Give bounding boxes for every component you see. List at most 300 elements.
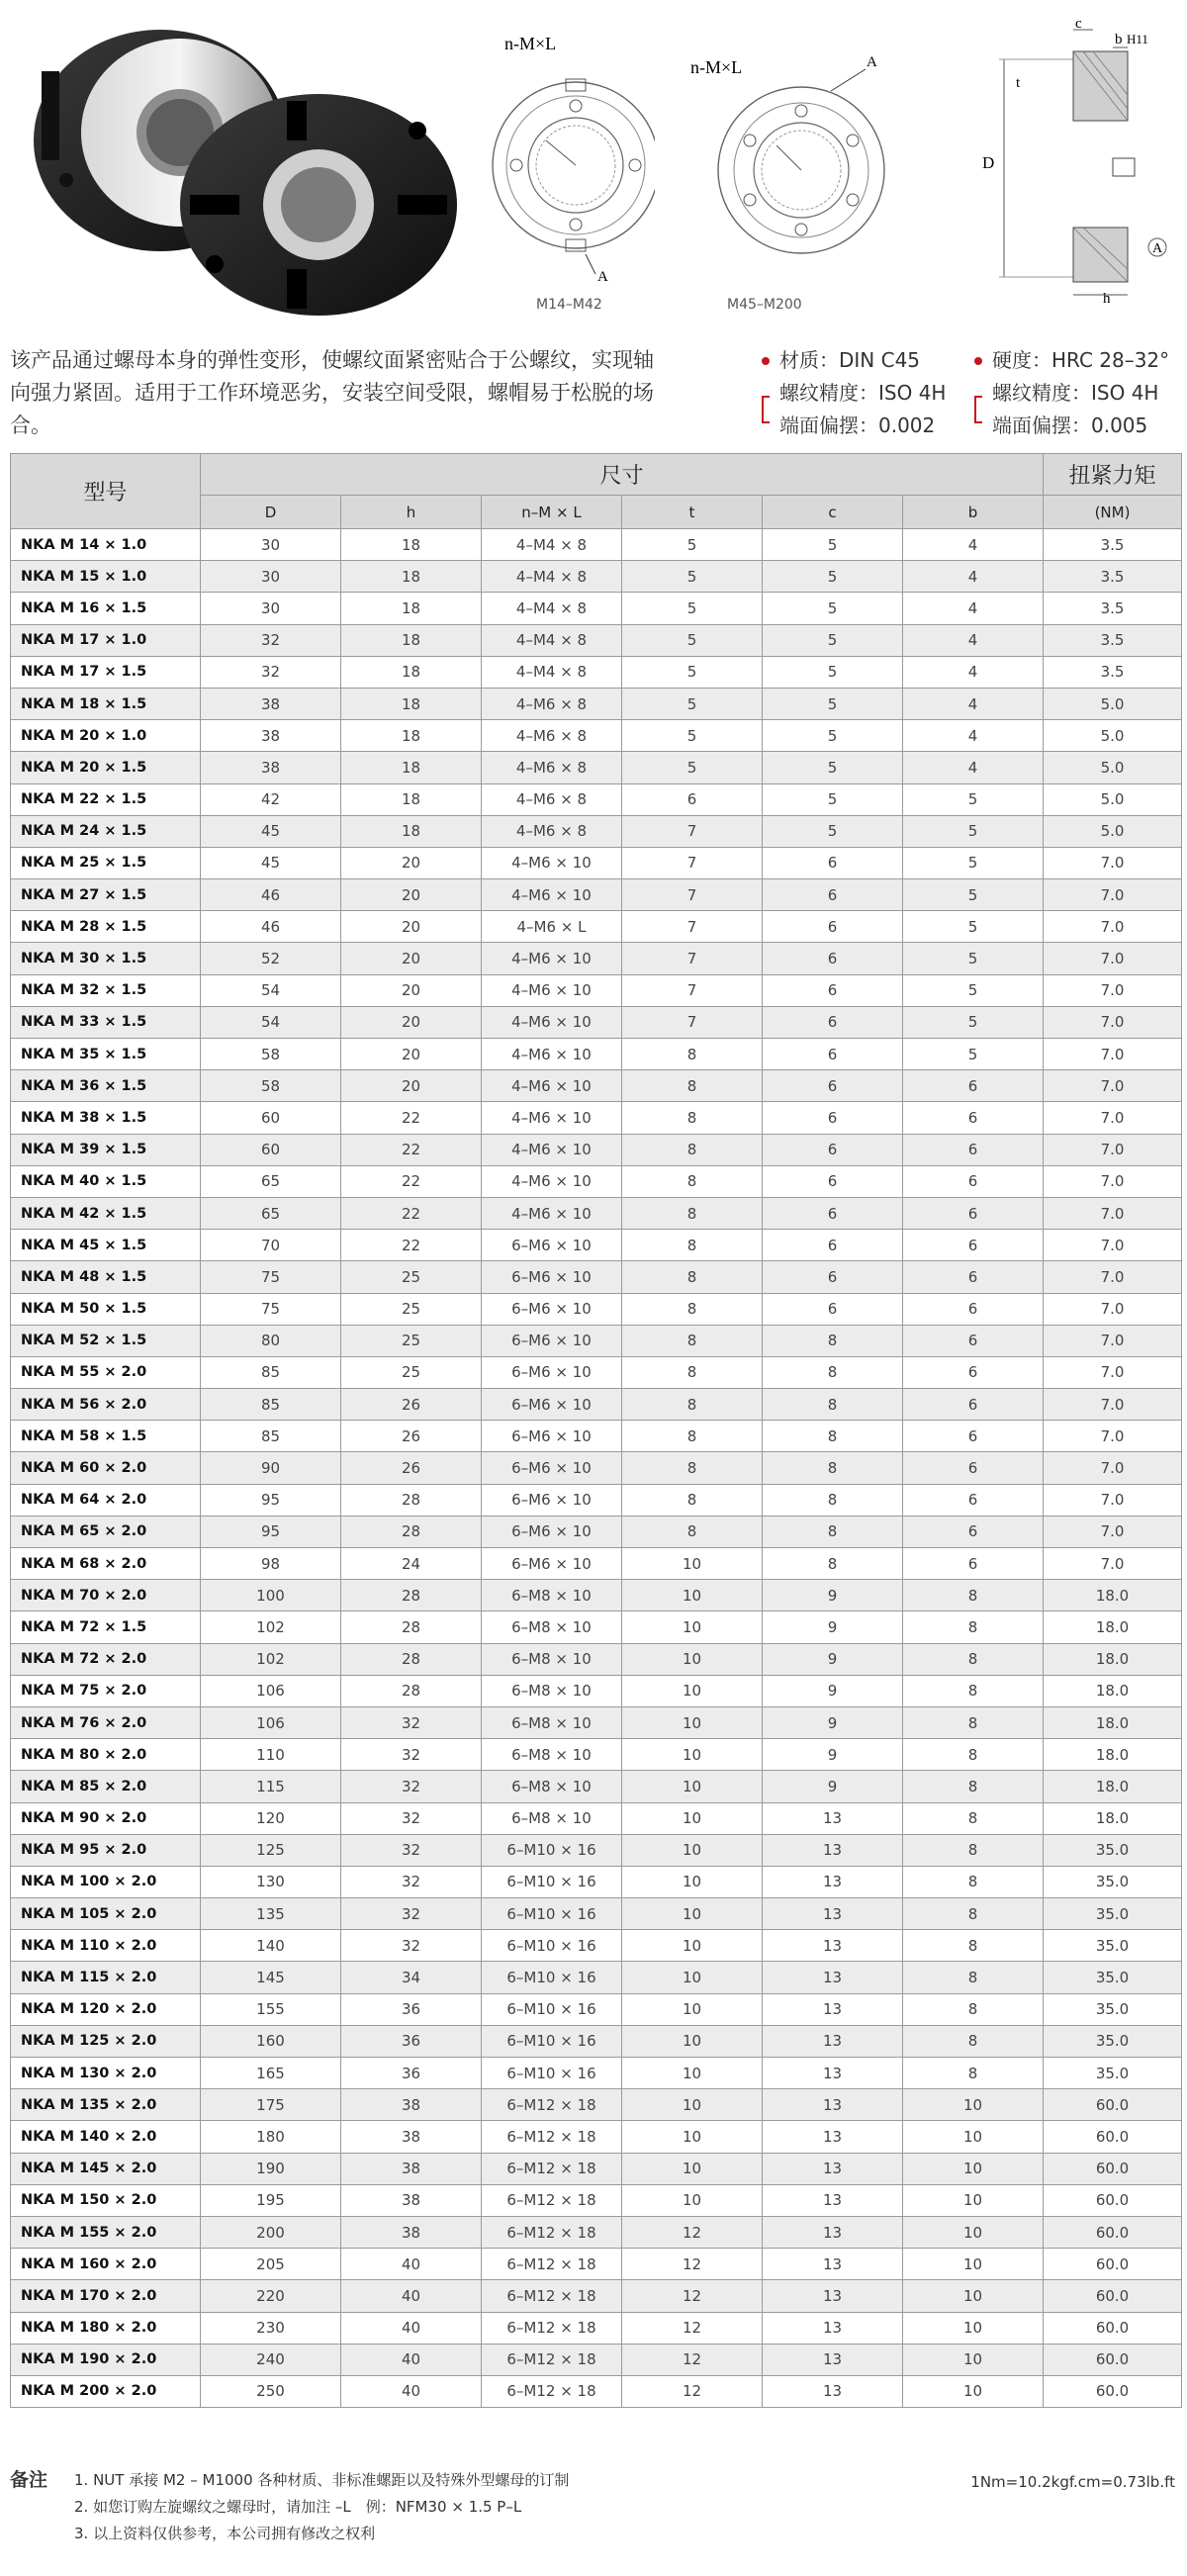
cell-b: 10	[903, 2280, 1044, 2312]
table-row	[11, 1230, 1182, 1261]
cell-b: 10	[903, 2344, 1044, 2375]
cell-D: 205	[201, 2249, 341, 2280]
cell-model: NKA M 24 × 1.5	[11, 815, 201, 847]
cell-b: 6	[903, 1356, 1044, 1388]
cell-D: 95	[201, 1516, 341, 1547]
cell-c: 6	[763, 911, 903, 943]
cell-model: NKA M 190 × 2.0	[11, 2344, 201, 2375]
cell-t: 6	[622, 783, 763, 815]
table-row	[11, 1643, 1182, 1675]
cell-h: 28	[341, 1516, 482, 1547]
cell-h: 32	[341, 1898, 482, 1930]
cell-t: 5	[622, 720, 763, 752]
spec-hardness: 硬度：HRC 28–32°	[992, 348, 1170, 372]
cell-c: 13	[763, 1866, 903, 1897]
cell-t: 10	[622, 1802, 763, 1834]
cell-b: 5	[903, 1006, 1044, 1038]
label-c: c	[1075, 16, 1082, 32]
cell-t: 12	[622, 2375, 763, 2407]
cell-D: 60	[201, 1102, 341, 1134]
spec-thread-accuracy-1: 螺纹精度：ISO 4H	[779, 381, 947, 405]
cell-torque: 7.0	[1044, 1389, 1182, 1421]
cell-h: 28	[341, 1580, 482, 1611]
cell-D: 180	[201, 2121, 341, 2153]
cell-torque: 3.5	[1044, 624, 1182, 656]
cell-torque: 60.0	[1044, 2153, 1182, 2184]
cell-h: 26	[341, 1421, 482, 1452]
cell-torque: 7.0	[1044, 943, 1182, 974]
cell-c: 13	[763, 2121, 903, 2153]
table-row	[11, 1484, 1182, 1516]
cell-model: NKA M 145 × 2.0	[11, 2153, 201, 2184]
cell-model: NKA M 110 × 2.0	[11, 1930, 201, 1962]
cell-torque: 7.0	[1044, 1070, 1182, 1102]
header-model: 型号	[11, 454, 201, 529]
cell-D: 58	[201, 1039, 341, 1070]
cell-nML: 6–M8 × 10	[482, 1706, 622, 1738]
cell-D: 145	[201, 1962, 341, 1993]
table-row	[11, 561, 1182, 593]
label-h: h	[1103, 291, 1111, 307]
table-row	[11, 688, 1182, 719]
cell-c: 9	[763, 1580, 903, 1611]
cell-b: 4	[903, 688, 1044, 719]
cell-t: 7	[622, 847, 763, 878]
cell-h: 22	[341, 1102, 482, 1134]
table-row	[11, 2058, 1182, 2089]
cell-model: NKA M 58 × 1.5	[11, 1421, 201, 1452]
cell-nML: 6–M6 × 10	[482, 1452, 622, 1484]
cell-t: 10	[622, 2089, 763, 2121]
cell-nML: 6–M12 × 18	[482, 2280, 622, 2312]
cell-nML: 4–M4 × 8	[482, 593, 622, 624]
table-row	[11, 1356, 1182, 1388]
cell-nML: 6–M6 × 10	[482, 1356, 622, 1388]
cell-nML: 6–M8 × 10	[482, 1611, 622, 1643]
front-view-large-diagram	[683, 22, 900, 319]
cell-b: 8	[903, 1643, 1044, 1675]
cell-h: 22	[341, 1134, 482, 1165]
cell-h: 38	[341, 2089, 482, 2121]
table-row	[11, 2249, 1182, 2280]
cell-D: 60	[201, 1134, 341, 1165]
cell-D: 175	[201, 2089, 341, 2121]
cell-b: 5	[903, 879, 1044, 911]
cell-D: 110	[201, 1739, 341, 1771]
cell-torque: 60.0	[1044, 2375, 1182, 2407]
table-row	[11, 1134, 1182, 1165]
table-row	[11, 1039, 1182, 1070]
cell-model: NKA M 72 × 2.0	[11, 1643, 201, 1675]
cell-c: 8	[763, 1484, 903, 1516]
diagram1-marker: A	[597, 269, 608, 285]
cell-b: 6	[903, 1165, 1044, 1197]
cell-model: NKA M 95 × 2.0	[11, 1834, 201, 1866]
table-row	[11, 1293, 1182, 1325]
table-row	[11, 1962, 1182, 1993]
cell-D: 155	[201, 1993, 341, 2025]
cell-torque: 35.0	[1044, 1866, 1182, 1897]
table-row	[11, 529, 1182, 561]
diagram2-title: n-M×L	[690, 57, 743, 77]
cell-model: NKA M 25 × 1.5	[11, 847, 201, 878]
cell-model: NKA M 28 × 1.5	[11, 911, 201, 943]
cell-c: 5	[763, 561, 903, 593]
cell-h: 32	[341, 1739, 482, 1771]
table-row	[11, 1866, 1182, 1897]
table-row	[11, 1993, 1182, 2025]
table-row	[11, 2184, 1182, 2216]
cell-b: 6	[903, 1230, 1044, 1261]
cell-t: 10	[622, 1675, 763, 1706]
cell-nML: 6–M6 × 10	[482, 1484, 622, 1516]
cell-torque: 35.0	[1044, 1930, 1182, 1962]
cell-t: 12	[622, 2249, 763, 2280]
cell-model: NKA M 33 × 1.5	[11, 1006, 201, 1038]
cell-torque: 7.0	[1044, 1421, 1182, 1452]
cell-nML: 6–M12 × 18	[482, 2249, 622, 2280]
cell-c: 6	[763, 847, 903, 878]
cell-nML: 6–M10 × 16	[482, 2058, 622, 2089]
cell-model: NKA M 39 × 1.5	[11, 1134, 201, 1165]
cell-nML: 6–M6 × 10	[482, 1230, 622, 1261]
cell-h: 32	[341, 1930, 482, 1962]
cell-h: 40	[341, 2312, 482, 2344]
cell-torque: 18.0	[1044, 1643, 1182, 1675]
cell-c: 13	[763, 2025, 903, 2057]
cell-nML: 6–M12 × 18	[482, 2344, 622, 2375]
cell-t: 8	[622, 1356, 763, 1388]
cell-t: 8	[622, 1516, 763, 1547]
cell-h: 25	[341, 1293, 482, 1325]
cell-nML: 6–M10 × 16	[482, 1993, 622, 2025]
cell-nML: 4–M6 × 10	[482, 1039, 622, 1070]
cell-b: 6	[903, 1070, 1044, 1102]
cell-t: 10	[622, 1930, 763, 1962]
cell-c: 8	[763, 1325, 903, 1356]
cell-nML: 4–M6 × 8	[482, 815, 622, 847]
table-row	[11, 752, 1182, 783]
cell-nML: 4–M4 × 8	[482, 561, 622, 593]
cell-torque: 60.0	[1044, 2089, 1182, 2121]
cell-D: 130	[201, 1866, 341, 1897]
cell-torque: 3.5	[1044, 593, 1182, 624]
cell-b: 6	[903, 1102, 1044, 1134]
cell-b: 8	[903, 2058, 1044, 2089]
cell-t: 5	[622, 752, 763, 783]
cell-nML: 6–M8 × 10	[482, 1802, 622, 1834]
table-row	[11, 2089, 1182, 2121]
cell-torque: 60.0	[1044, 2312, 1182, 2344]
cell-D: 54	[201, 974, 341, 1006]
cell-h: 28	[341, 1643, 482, 1675]
cell-h: 38	[341, 2121, 482, 2153]
spec-material: 材质：DIN C45	[779, 348, 921, 372]
cell-t: 10	[622, 1643, 763, 1675]
cell-D: 100	[201, 1580, 341, 1611]
cell-h: 38	[341, 2184, 482, 2216]
cell-h: 20	[341, 847, 482, 878]
cell-torque: 3.5	[1044, 656, 1182, 688]
cell-nML: 4–M6 × 10	[482, 1006, 622, 1038]
cell-nML: 6–M8 × 10	[482, 1675, 622, 1706]
cell-D: 115	[201, 1771, 341, 1802]
cell-model: NKA M 200 × 2.0	[11, 2375, 201, 2407]
cell-c: 6	[763, 1102, 903, 1134]
cell-b: 4	[903, 656, 1044, 688]
unit-conversion: 1Nm=10.2kgf.cm=0.73lb.ft	[970, 2473, 1175, 2491]
cell-h: 40	[341, 2280, 482, 2312]
cell-t: 12	[622, 2312, 763, 2344]
cell-c: 8	[763, 1356, 903, 1388]
table-row	[11, 1389, 1182, 1421]
cell-D: 58	[201, 1070, 341, 1102]
cell-torque: 7.0	[1044, 879, 1182, 911]
cell-h: 18	[341, 783, 482, 815]
cell-t: 8	[622, 1230, 763, 1261]
cell-t: 7	[622, 911, 763, 943]
cell-t: 7	[622, 879, 763, 911]
cell-t: 12	[622, 2344, 763, 2375]
cell-c: 13	[763, 2312, 903, 2344]
cell-h: 38	[341, 2216, 482, 2248]
cell-D: 45	[201, 815, 341, 847]
cell-b: 6	[903, 1197, 1044, 1229]
cell-b: 8	[903, 1866, 1044, 1897]
cell-h: 22	[341, 1197, 482, 1229]
cell-nML: 6–M12 × 18	[482, 2375, 622, 2407]
cell-nML: 6–M12 × 18	[482, 2153, 622, 2184]
cell-h: 32	[341, 1802, 482, 1834]
cell-c: 13	[763, 2216, 903, 2248]
cell-model: NKA M 120 × 2.0	[11, 1993, 201, 2025]
cell-b: 10	[903, 2153, 1044, 2184]
cell-torque: 3.5	[1044, 561, 1182, 593]
cell-torque: 35.0	[1044, 1962, 1182, 1993]
cell-torque: 18.0	[1044, 1675, 1182, 1706]
header-torque: 扭紧力矩	[1044, 454, 1182, 496]
spec-table	[10, 453, 1182, 2408]
cell-b: 6	[903, 1548, 1044, 1580]
cell-h: 18	[341, 752, 482, 783]
header-torque-unit: (NM)	[1044, 496, 1182, 529]
table-row	[11, 974, 1182, 1006]
table-row	[11, 815, 1182, 847]
cell-model: NKA M 16 × 1.5	[11, 593, 201, 624]
cell-D: 32	[201, 656, 341, 688]
cell-torque: 5.0	[1044, 720, 1182, 752]
cell-torque: 7.0	[1044, 1230, 1182, 1261]
cell-b: 5	[903, 783, 1044, 815]
section-view-diagram	[964, 10, 1182, 317]
cell-c: 6	[763, 1230, 903, 1261]
table-row	[11, 943, 1182, 974]
cell-b: 6	[903, 1293, 1044, 1325]
cell-model: NKA M 64 × 2.0	[11, 1484, 201, 1516]
cell-D: 200	[201, 2216, 341, 2248]
cell-torque: 7.0	[1044, 1356, 1182, 1388]
table-row	[11, 1706, 1182, 1738]
cell-torque: 7.0	[1044, 1325, 1182, 1356]
product-description: 该产品通过螺母本身的弹性变形，使螺纹面紧密贴合于公螺纹，实现轴向强力紧固。适用于工作环境恶劣，安装空间受限，螺帽易于松脱的场合。	[10, 348, 654, 437]
cell-b: 10	[903, 2121, 1044, 2153]
col-t: t	[622, 496, 763, 529]
cell-model: NKA M 17 × 1.5	[11, 656, 201, 688]
cell-h: 18	[341, 720, 482, 752]
cell-model: NKA M 48 × 1.5	[11, 1261, 201, 1293]
cell-torque: 7.0	[1044, 1484, 1182, 1516]
cell-c: 9	[763, 1739, 903, 1771]
label-b: b	[1115, 32, 1123, 47]
cell-h: 20	[341, 911, 482, 943]
cell-c: 5	[763, 815, 903, 847]
cell-nML: 6–M12 × 18	[482, 2089, 622, 2121]
cell-model: NKA M 14 × 1.0	[11, 529, 201, 561]
cell-model: NKA M 32 × 1.5	[11, 974, 201, 1006]
table-row	[11, 1834, 1182, 1866]
table-row	[11, 2216, 1182, 2248]
cell-D: 30	[201, 529, 341, 561]
cell-c: 9	[763, 1643, 903, 1675]
cell-c: 6	[763, 879, 903, 911]
cell-model: NKA M 56 × 2.0	[11, 1389, 201, 1421]
table-row	[11, 1580, 1182, 1611]
cell-t: 8	[622, 1325, 763, 1356]
cell-model: NKA M 35 × 1.5	[11, 1039, 201, 1070]
cell-nML: 6–M10 × 16	[482, 1962, 622, 1993]
material-specs	[762, 344, 1187, 442]
cell-h: 28	[341, 1611, 482, 1643]
cell-nML: 6–M8 × 10	[482, 1739, 622, 1771]
cell-torque: 18.0	[1044, 1739, 1182, 1771]
cell-c: 13	[763, 1993, 903, 2025]
cell-t: 5	[622, 624, 763, 656]
cell-b: 6	[903, 1389, 1044, 1421]
label-D: D	[982, 153, 995, 172]
cell-model: NKA M 75 × 2.0	[11, 1675, 201, 1706]
col-D: D	[201, 496, 341, 529]
cell-model: NKA M 22 × 1.5	[11, 783, 201, 815]
cell-nML: 4–M6 × 8	[482, 688, 622, 719]
cell-h: 32	[341, 1834, 482, 1866]
cell-h: 40	[341, 2249, 482, 2280]
cell-c: 6	[763, 1070, 903, 1102]
cell-model: NKA M 15 × 1.0	[11, 561, 201, 593]
cell-torque: 7.0	[1044, 1516, 1182, 1547]
cell-nML: 6–M10 × 16	[482, 1834, 622, 1866]
cell-h: 25	[341, 1261, 482, 1293]
cell-b: 5	[903, 815, 1044, 847]
cell-c: 13	[763, 1898, 903, 1930]
cell-D: 250	[201, 2375, 341, 2407]
diagram1-title: n-M×L	[504, 34, 557, 53]
cell-b: 8	[903, 1834, 1044, 1866]
cell-b: 5	[903, 847, 1044, 878]
cell-t: 10	[622, 1866, 763, 1897]
cell-h: 38	[341, 2153, 482, 2184]
cell-nML: 4–M6 × 8	[482, 752, 622, 783]
cell-h: 28	[341, 1675, 482, 1706]
cell-h: 26	[341, 1452, 482, 1484]
cell-t: 10	[622, 1771, 763, 1802]
cell-b: 8	[903, 1898, 1044, 1930]
cell-c: 5	[763, 593, 903, 624]
table-row	[11, 911, 1182, 943]
cell-torque: 7.0	[1044, 974, 1182, 1006]
cell-torque: 7.0	[1044, 1293, 1182, 1325]
cell-h: 25	[341, 1325, 482, 1356]
cell-c: 8	[763, 1516, 903, 1547]
cell-h: 20	[341, 943, 482, 974]
cell-b: 8	[903, 1611, 1044, 1643]
cell-t: 5	[622, 593, 763, 624]
cell-D: 140	[201, 1930, 341, 1962]
cell-D: 70	[201, 1230, 341, 1261]
cell-nML: 6–M8 × 10	[482, 1643, 622, 1675]
cell-h: 36	[341, 2025, 482, 2057]
cell-D: 102	[201, 1643, 341, 1675]
cell-model: NKA M 17 × 1.0	[11, 624, 201, 656]
cell-nML: 6–M12 × 18	[482, 2121, 622, 2153]
cell-nML: 4–M4 × 8	[482, 656, 622, 688]
label-t: t	[1016, 75, 1021, 91]
cell-t: 10	[622, 1611, 763, 1643]
cell-b: 4	[903, 752, 1044, 783]
cell-torque: 5.0	[1044, 688, 1182, 719]
cell-t: 5	[622, 656, 763, 688]
cell-nML: 6–M12 × 18	[482, 2312, 622, 2344]
table-row	[11, 593, 1182, 624]
cell-D: 38	[201, 720, 341, 752]
cell-model: NKA M 50 × 1.5	[11, 1293, 201, 1325]
cell-nML: 4–M6 × 10	[482, 847, 622, 878]
cell-D: 46	[201, 879, 341, 911]
label-A: A	[1152, 241, 1163, 256]
cell-D: 52	[201, 943, 341, 974]
cell-D: 240	[201, 2344, 341, 2375]
table-row	[11, 1898, 1182, 1930]
cell-t: 8	[622, 1165, 763, 1197]
cell-model: NKA M 36 × 1.5	[11, 1070, 201, 1102]
cell-t: 8	[622, 1134, 763, 1165]
cell-nML: 4–M6 × 8	[482, 720, 622, 752]
cell-t: 8	[622, 1070, 763, 1102]
cell-nML: 4–M4 × 8	[482, 529, 622, 561]
cell-h: 24	[341, 1548, 482, 1580]
cell-c: 6	[763, 1039, 903, 1070]
cell-torque: 60.0	[1044, 2184, 1182, 2216]
cell-c: 6	[763, 1293, 903, 1325]
cell-b: 4	[903, 593, 1044, 624]
cell-h: 20	[341, 974, 482, 1006]
cell-nML: 6–M6 × 10	[482, 1293, 622, 1325]
cell-D: 220	[201, 2280, 341, 2312]
table-row	[11, 1771, 1182, 1802]
cell-D: 102	[201, 1611, 341, 1643]
cell-torque: 7.0	[1044, 847, 1182, 878]
diagram1-caption: M14–M42	[536, 297, 602, 313]
diagram2-caption: M45–M200	[727, 297, 802, 313]
cell-nML: 6–M10 × 16	[482, 2025, 622, 2057]
cell-model: NKA M 105 × 2.0	[11, 1898, 201, 1930]
table-row	[11, 879, 1182, 911]
cell-b: 5	[903, 974, 1044, 1006]
cell-h: 18	[341, 656, 482, 688]
cell-b: 8	[903, 1802, 1044, 1834]
cell-b: 6	[903, 1452, 1044, 1484]
cell-b: 4	[903, 529, 1044, 561]
cell-D: 160	[201, 2025, 341, 2057]
